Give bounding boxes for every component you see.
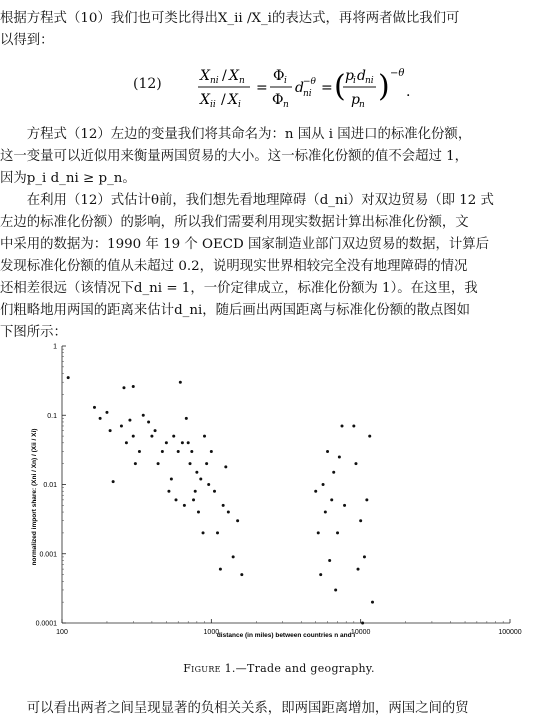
svg-text:−θ: −θ [390,68,405,79]
data-point [192,498,195,501]
svg-text:): ) [378,69,390,104]
data-point [326,450,329,453]
x-tick-label: 1000 [203,629,220,636]
scatter-chart-svg [0,340,558,640]
x-tick-label: 100 [56,629,68,636]
y-tick-label: 0.001 [39,551,57,559]
data-point [189,462,192,465]
x-tick-label: 100000 [498,629,522,636]
data-point [172,435,175,438]
data-point [185,417,188,420]
data-point [352,424,355,427]
data-point [187,441,190,444]
data-point [132,385,135,388]
data-point [357,568,360,571]
svg-text:i: i [238,100,241,110]
paragraph-2-line-3: 因为p_i d_ni ≥ p_n。 [0,171,136,186]
data-point [195,471,198,474]
svg-text:n: n [283,100,289,110]
data-point [213,490,216,493]
svg-text:d: d [295,80,304,96]
data-point [365,498,368,501]
svg-text:n: n [359,100,365,110]
data-point [203,435,206,438]
equation-12 [0,62,558,116]
paragraph-1-line-1: 根据方程式（10）我们也可类比得出X_ii /X_i的表达式，再将两者做比我们可 [0,11,460,26]
svg-text:i: i [353,76,356,86]
svg-text:X: X [229,68,239,84]
equation-formula [196,62,456,116]
data-point [338,455,341,458]
paragraph-3-line-5: 还相差很远（该情况下d_ni = 1，一价定律成立，标准化份额为 1）。在这里，我 [0,281,478,296]
data-point [341,424,344,427]
data-point [227,511,230,514]
data-point [343,504,346,507]
data-point [219,568,222,571]
svg-text:X: X [228,92,238,108]
data-point [222,504,225,507]
data-point [240,573,243,576]
svg-text:.: . [406,84,411,100]
paragraph-3-line-3: 中采用的数据为：1990 年 19 个 OECD 国家制造业部门双边贸易的数据，计算后 [0,237,490,252]
data-point [190,450,193,453]
paragraph-4-line-1: 可以看出两者之间呈现显著的负相关关系，即两国距离增加，两国之间的贸 [0,701,469,716]
caption-text: .—Trade and geography. [231,662,375,675]
svg-text:X: X [200,68,210,84]
figure-caption [0,662,558,675]
data-point [194,490,197,493]
data-point [210,450,213,453]
data-point [177,450,180,453]
paragraph-3-line-6: 们粗略地用两国的距离来估计d_ni，随后画出两国距离与标准化份额的散点图如 [0,303,471,318]
data-point [165,441,168,444]
caption-figure-label: Figure 1 [183,662,232,675]
paragraph-1-line-2: 以得到： [0,33,54,48]
data-point [109,429,112,432]
data-point [134,462,137,465]
svg-text:i: i [284,76,287,86]
data-point [324,511,327,514]
svg-text:−θ: −θ [303,77,316,87]
paragraph-2-line-2: 这一变量可以近似用来衡量两国贸易的大小。这一标准化份额的值不会超过 1， [0,149,469,164]
data-point [99,417,102,420]
paragraph-3-line-1: 在利用（12）式估计θ前，我们想先看地理障碍（d_ni）对双边贸易（即 12 式 [0,193,494,208]
svg-text:ni: ni [365,76,374,86]
x-axis-label: distance (in miles) between countries n and i [216,632,356,639]
svg-text:Φ: Φ [272,92,284,108]
y-axis-label: normalized import share: (Xni / Xn) / (Xii / Xi) [31,428,38,566]
data-point [332,471,335,474]
data-point [142,414,145,417]
y-tick-label: 0.0001 [35,620,57,628]
data-point [125,441,128,444]
data-point [122,386,125,389]
data-point [170,478,173,481]
svg-text:/: / [222,68,227,84]
data-point [314,490,317,493]
data-point [361,622,364,625]
data-point [371,601,374,604]
data-point [183,504,186,507]
svg-text:/: / [221,92,226,108]
svg-text:ii: ii [210,100,216,110]
data-point [334,588,337,591]
svg-text:=: = [256,80,268,96]
data-point [359,519,362,522]
data-point [112,480,115,483]
y-tick-label: 1 [53,343,57,351]
data-point [319,573,322,576]
svg-text:=: = [321,80,333,96]
data-point [317,531,320,534]
data-point [175,498,178,501]
y-tick-label: 0.1 [47,412,57,420]
data-point [330,498,333,501]
data-point [205,462,208,465]
data-point [199,478,202,481]
paragraph-3-line-7: 下图所示： [0,325,67,340]
svg-text:d: d [357,68,366,84]
svg-text:Φ: Φ [273,68,285,84]
data-point [120,424,123,427]
data-point [105,411,108,414]
data-point [368,435,371,438]
data-point [67,376,70,379]
x-tick-label: 10000 [350,629,371,636]
y-tick-label: 0.01 [43,482,57,489]
data-point [216,531,219,534]
data-point [181,441,184,444]
data-point [354,462,357,465]
data-point [224,465,227,468]
data-point [328,559,331,562]
data-point [322,483,325,486]
data-point [197,511,200,514]
data-point [167,490,170,493]
scatter-chart [0,340,558,640]
data-point [150,435,153,438]
svg-text:(: ( [334,69,346,104]
data-point [207,483,210,486]
data-point [202,531,205,534]
equation-number: (12) [133,76,162,92]
data-point [132,435,135,438]
data-point [363,555,366,558]
svg-text:p: p [345,68,354,84]
data-point [128,419,131,422]
paragraph-2-line-1: 方程式（12）左边的变量我们将其命名为：n 国从 i 国进口的标准化份额， [0,127,472,142]
data-point [157,462,160,465]
paragraph-3-line-4: 发现标准化份额的值从未超过 0.2，说明现实世界相较完全没有地理障碍的情况 [0,259,468,274]
svg-text:ni: ni [210,76,219,86]
svg-text:X: X [200,92,210,108]
svg-text:ni: ni [303,89,312,99]
svg-text:p: p [351,92,360,108]
data-point [147,420,150,423]
data-point [154,429,157,432]
paragraph-3-line-2: 左边的标准化份额）的影响，所以我们需要利用现实数据计算出标准化份额，文 [0,215,469,230]
data-point [336,531,339,534]
svg-text:n: n [239,76,245,86]
data-point [232,555,235,558]
data-point [138,450,141,453]
data-point [179,381,182,384]
data-point [161,450,164,453]
data-point [93,406,96,409]
data-point [236,519,239,522]
